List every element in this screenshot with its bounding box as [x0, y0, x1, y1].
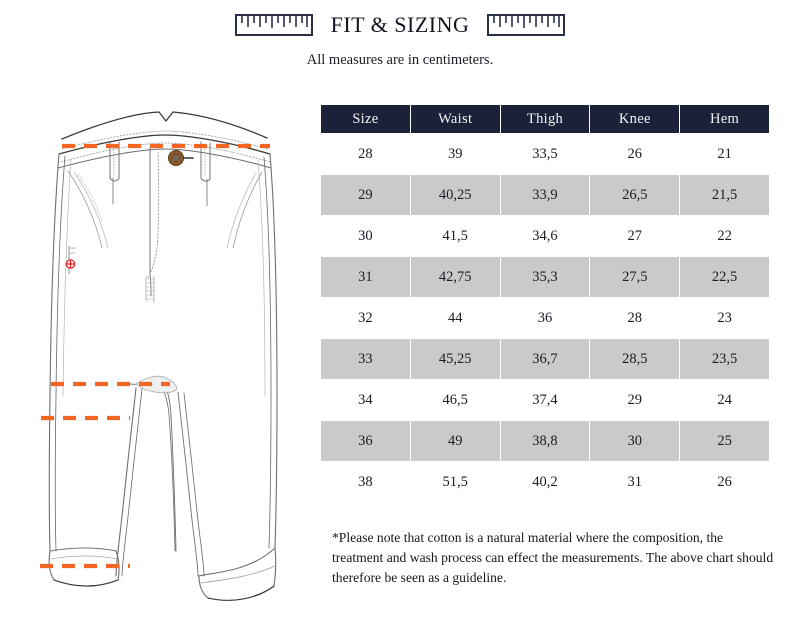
column-header-size: Size: [321, 105, 410, 133]
cell-thigh: 34,6: [501, 216, 590, 256]
page-header: [0, 12, 800, 38]
cell-size: 32: [321, 298, 410, 338]
cell-hem: 24: [680, 380, 769, 420]
cell-size: 30: [321, 216, 410, 256]
cell-thigh: 40,2: [501, 462, 590, 502]
cell-waist: 51,5: [411, 462, 500, 502]
cell-size: 34: [321, 380, 410, 420]
cell-hem: 25: [680, 421, 769, 461]
trouser-technical-drawing: [18, 96, 308, 621]
ruler-icon: [487, 14, 565, 36]
table-row: [321, 134, 769, 174]
cell-waist: 41,5: [411, 216, 500, 256]
cell-knee: 29: [590, 380, 679, 420]
cell-hem: 26: [680, 462, 769, 502]
side-tag-icon: [66, 246, 76, 274]
page-title: FIT & SIZING: [330, 12, 470, 37]
cell-thigh: 35,3: [501, 257, 590, 297]
cell-waist: 40,25: [411, 175, 500, 215]
cell-waist: 39: [411, 134, 500, 174]
cell-knee: 27,5: [590, 257, 679, 297]
cell-hem: 22,5: [680, 257, 769, 297]
table-row: [321, 216, 769, 256]
cell-thigh: 33,5: [501, 134, 590, 174]
cell-size: 33: [321, 339, 410, 379]
table-header-row: [321, 105, 769, 133]
cell-size: 38: [321, 462, 410, 502]
size-chart-table-wrapper: [320, 104, 770, 503]
cell-waist: 45,25: [411, 339, 500, 379]
measurement-disclaimer: *Please note that cotton is a natural material where the composition, the treatment and wash process can effect the measurements. The above chart should therefore be seen as a guideline.: [332, 530, 774, 586]
table-row: [321, 339, 769, 379]
cell-knee: 26,5: [590, 175, 679, 215]
table-row: [321, 421, 769, 461]
cell-knee: 27: [590, 216, 679, 256]
cell-size: 31: [321, 257, 410, 297]
cell-waist: 46,5: [411, 380, 500, 420]
cell-waist: 49: [411, 421, 500, 461]
cell-thigh: 36: [501, 298, 590, 338]
cell-hem: 23: [680, 298, 769, 338]
page-subtitle: All measures are in centimeters.: [306, 52, 494, 68]
table-body: [321, 134, 769, 502]
cell-hem: 21: [680, 134, 769, 174]
cell-knee: 28,5: [590, 339, 679, 379]
table-row: [321, 298, 769, 338]
cell-waist: 42,75: [411, 257, 500, 297]
column-header-thigh: Thigh: [501, 105, 590, 133]
cell-knee: 28: [590, 298, 679, 338]
cell-thigh: 37,4: [501, 380, 590, 420]
table-row: [321, 257, 769, 297]
cell-hem: 23,5: [680, 339, 769, 379]
cell-knee: 26: [590, 134, 679, 174]
ruler-icon: [235, 14, 313, 36]
cell-size: 28: [321, 134, 410, 174]
cell-thigh: 33,9: [501, 175, 590, 215]
cell-knee: 31: [590, 462, 679, 502]
cell-knee: 30: [590, 421, 679, 461]
cell-size: 36: [321, 421, 410, 461]
table-row: [321, 380, 769, 420]
cell-hem: 21,5: [680, 175, 769, 215]
column-header-hem: Hem: [680, 105, 769, 133]
column-header-waist: Waist: [411, 105, 500, 133]
table-row: [321, 462, 769, 502]
cell-waist: 44: [411, 298, 500, 338]
cell-size: 29: [321, 175, 410, 215]
size-chart-table: [320, 104, 770, 503]
cell-thigh: 38,8: [501, 421, 590, 461]
cell-hem: 22: [680, 216, 769, 256]
table-row: [321, 175, 769, 215]
cell-thigh: 36,7: [501, 339, 590, 379]
column-header-knee: Knee: [590, 105, 679, 133]
